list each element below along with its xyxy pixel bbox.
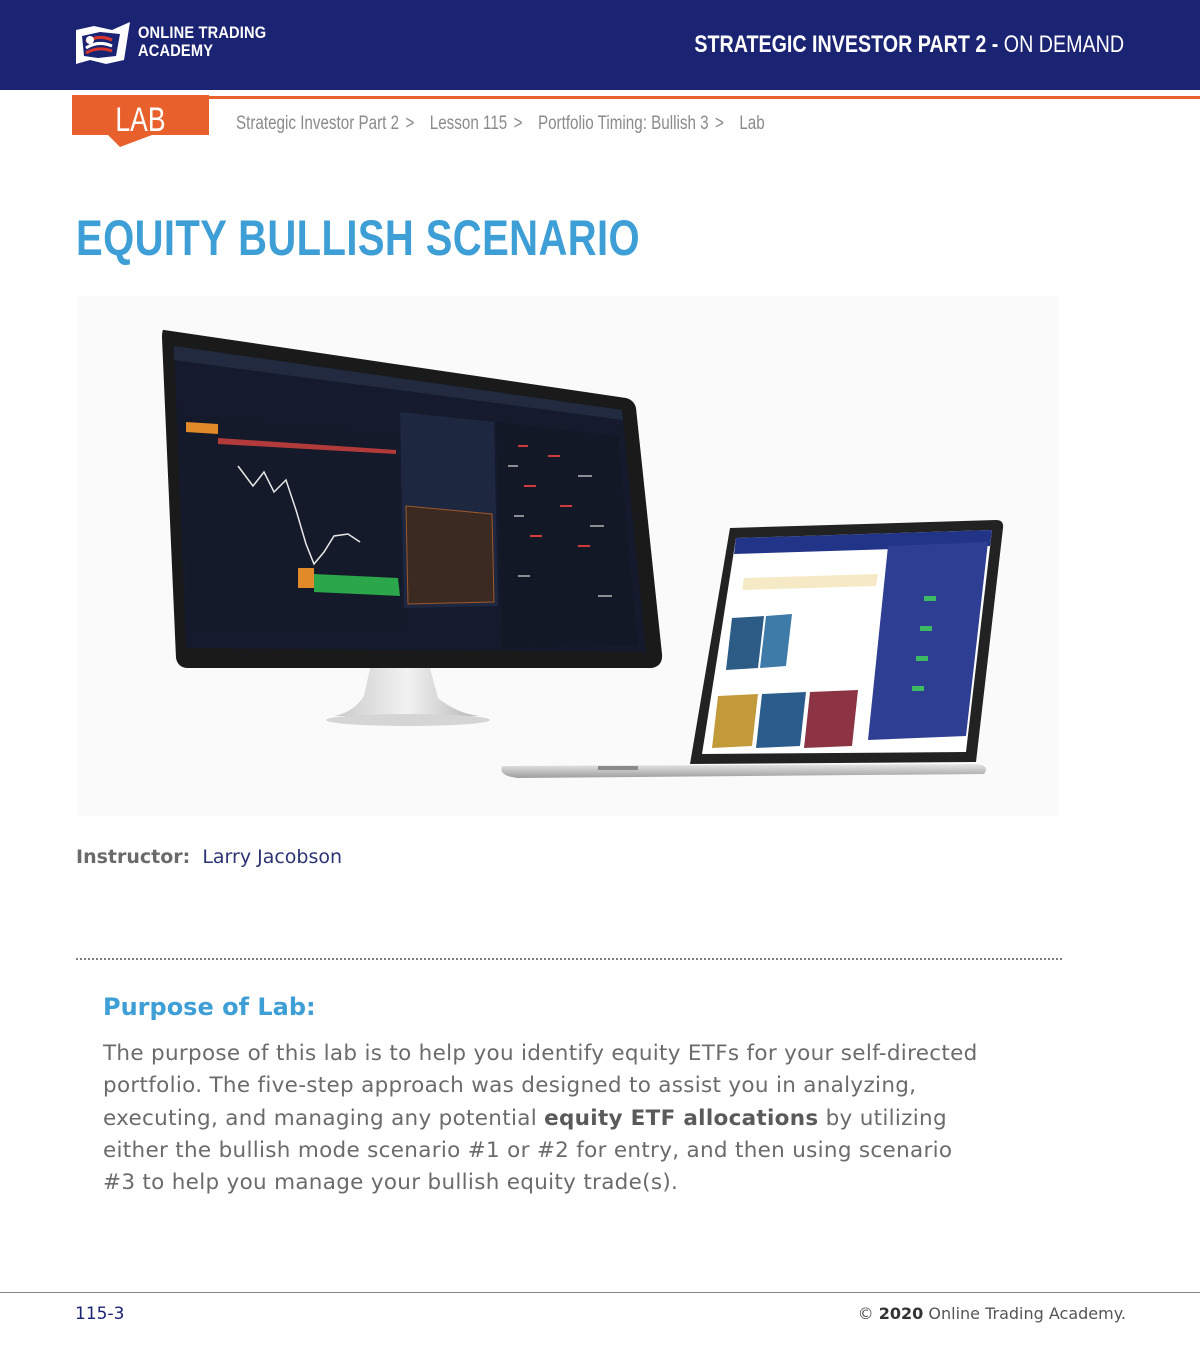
logo-line-2: ACADEMY [138,41,214,60]
lab-tab [72,95,209,147]
copyright-symbol: © [857,1304,874,1323]
orange-divider [208,96,1200,99]
copyright-owner: Online Trading Academy. [928,1304,1126,1323]
breadcrumb-item-course[interactable]: Strategic Investor Part 2 > [236,113,415,134]
lab-label: LAB [115,101,166,139]
copyright-year: 2020 [878,1304,924,1323]
purpose-paragraph [103,1038,983,1199]
dotted-divider [76,958,1062,960]
desktop-monitor-and-laptop-icon [78,296,1058,816]
purpose-text-after: by utilizing either the bullish mode scenario #1 or #2 for entry, and then using scenario #3 to help you manage your bullish equity trade(s). [103,1105,953,1196]
footer-divider [0,1292,1200,1293]
page-title: EQUITY BULLISH SCENARIO [76,210,641,266]
course-title [694,32,1124,58]
logo-wordmark [138,24,266,60]
breadcrumb-item-lab: Lab [739,113,765,134]
logo-line-1: ONLINE TRADING [138,23,267,42]
header-bar [0,0,1200,90]
breadcrumb [236,112,776,136]
instructor-line [76,845,342,869]
purpose-text-bold: equity ETF allocations [544,1105,819,1131]
course-title-light: ON DEMAND [1003,31,1124,58]
purpose-heading: Purpose of Lab: [103,993,316,1021]
breadcrumb-item-lesson[interactable]: Lesson 115 > [429,113,523,134]
breadcrumb-item-topic[interactable]: Portfolio Timing: Bullish 3 > [537,113,724,134]
course-title-strong: STRATEGIC INVESTOR PART 2 - [694,31,999,58]
academy-logo-icon [72,20,132,66]
page-number: 115-3 [75,1304,125,1324]
instructor-name: Larry Jacobson [202,846,343,868]
purpose-text-before: The purpose of this lab is to help you identify equity ETFs for your self-directed portfolio. The five-step approach was designed to assist you in analyzing, executing, and managing any potential [103,1041,978,1131]
copyright [858,1303,1126,1325]
instructor-label: Instructor: [76,846,191,868]
